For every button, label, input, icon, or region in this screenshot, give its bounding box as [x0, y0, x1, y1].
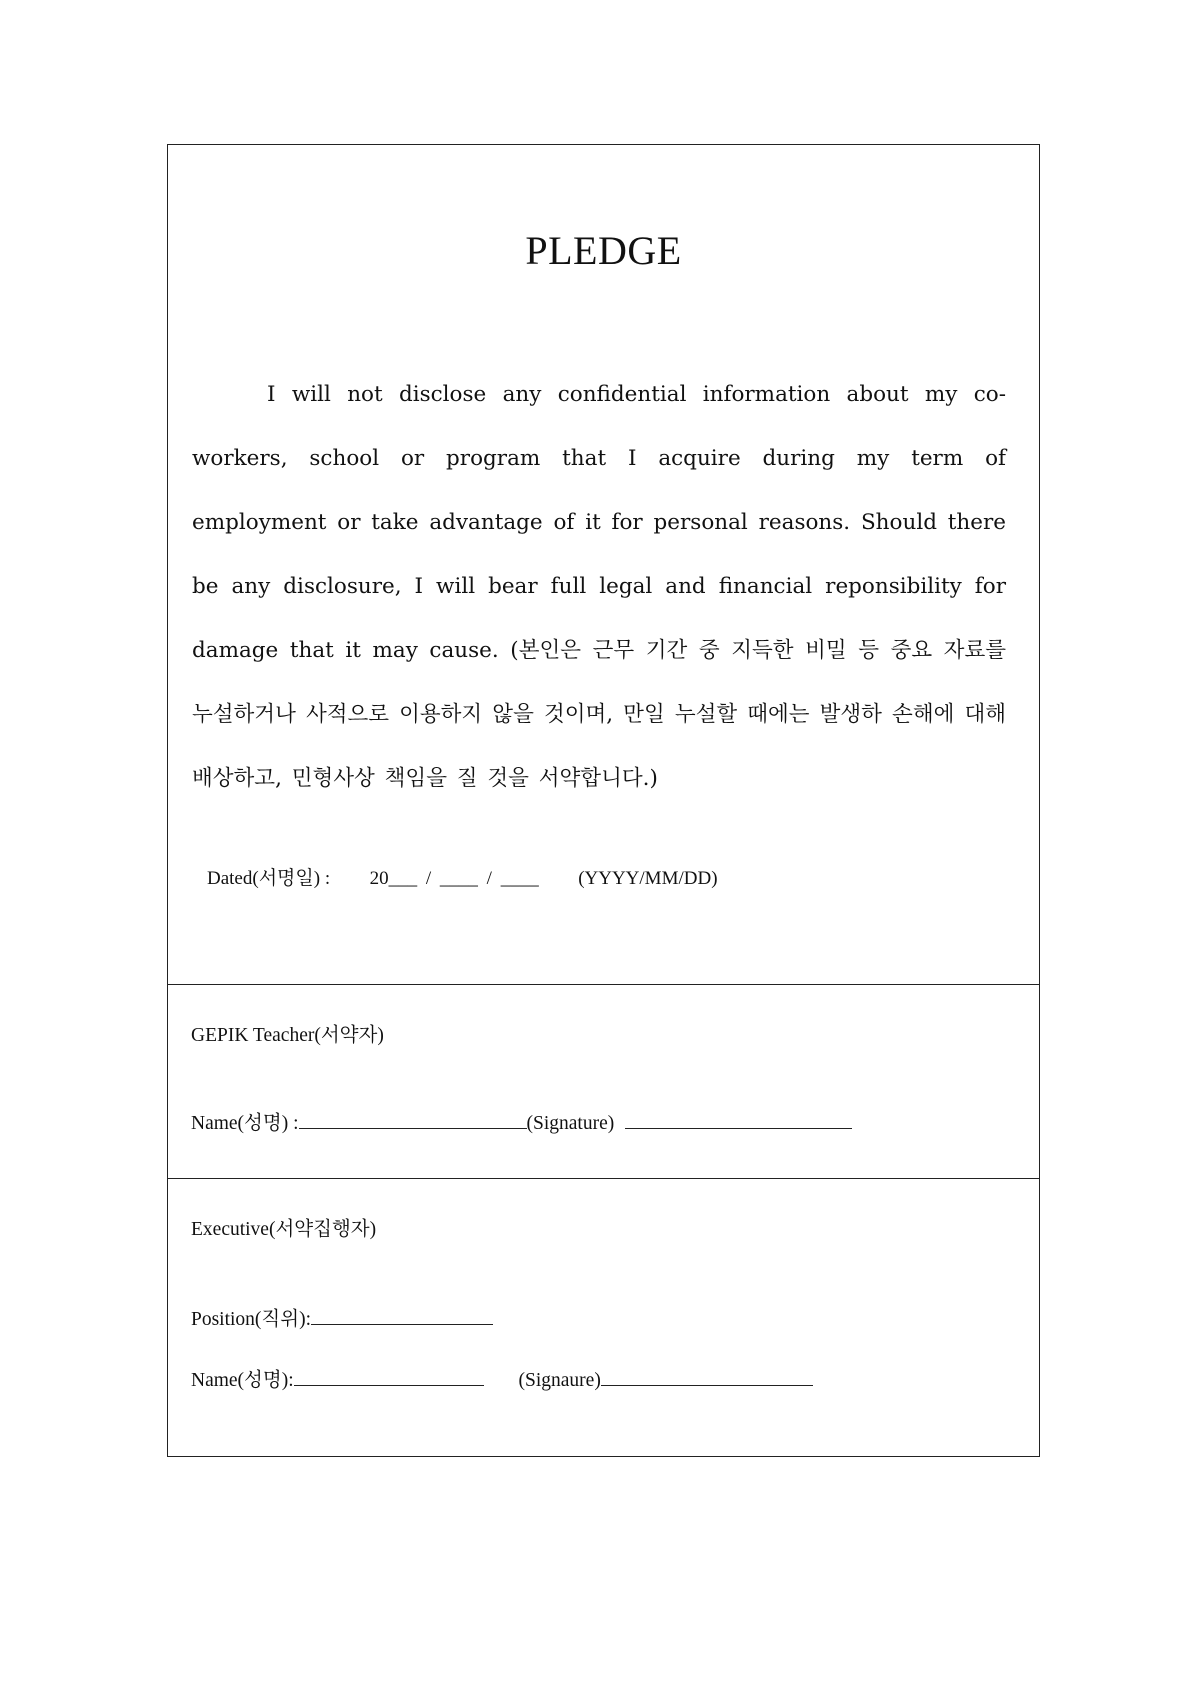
- dated-separator: /: [486, 868, 492, 889]
- executive-name-label: Name(성명):: [191, 1370, 294, 1391]
- pledge-form-frame: [167, 144, 1040, 1457]
- pledge-body-paragraph: I will not disclose any confidential information about my co-workers, school or program that I acquire during my term of employment or take advantage of it for personal reasons. Should there be any disclosure, I will bear full legal and financial reponsibility for damage that it may cause. (본인은 근무 기간 중 지득한 비밀 등 중요 자료를 누설하거나 사적으로 이용하지 않을 것이며, 만일 누설할 때에는 발생하 손해에 대해 배상하고, 민형사상 책임을 질 것을 서약합니다.): [192, 382, 1006, 791]
- teacher-signature-field[interactable]: [625, 1127, 852, 1129]
- executive-position-row: [191, 1303, 493, 1331]
- teacher-signature-label: (Signature): [526, 1113, 615, 1134]
- executive-position-field[interactable]: [311, 1323, 493, 1325]
- executive-section: [168, 1179, 1039, 1458]
- teacher-name-label: Name(성명) :: [191, 1113, 299, 1134]
- executive-name-row: [191, 1364, 813, 1392]
- dated-day-field[interactable]: ____: [500, 868, 539, 889]
- teacher-name-field[interactable]: [299, 1127, 527, 1129]
- teacher-name-row: [191, 1107, 852, 1135]
- dated-month-field[interactable]: ____: [439, 868, 478, 889]
- executive-name-field[interactable]: [294, 1384, 484, 1386]
- executive-section-label: Executive(서약집행자): [191, 1219, 377, 1240]
- dated-separator: /: [425, 868, 432, 889]
- dated-label: Dated(서명일) :: [207, 868, 331, 889]
- page-title: PLEDGE: [525, 228, 682, 273]
- executive-signature-label: (Signaure): [518, 1370, 601, 1391]
- executive-signature-field[interactable]: [601, 1384, 813, 1386]
- teacher-section-label: GEPIK Teacher(서약자): [191, 1025, 384, 1046]
- executive-position-label: Position(직위):: [191, 1309, 312, 1330]
- pledge-statement-section: [168, 145, 1039, 985]
- dated-format-hint: (YYYY/MM/DD): [578, 868, 718, 889]
- dated-row: [207, 863, 722, 890]
- dated-year-field[interactable]: 20___: [369, 868, 418, 889]
- teacher-section: [168, 985, 1039, 1179]
